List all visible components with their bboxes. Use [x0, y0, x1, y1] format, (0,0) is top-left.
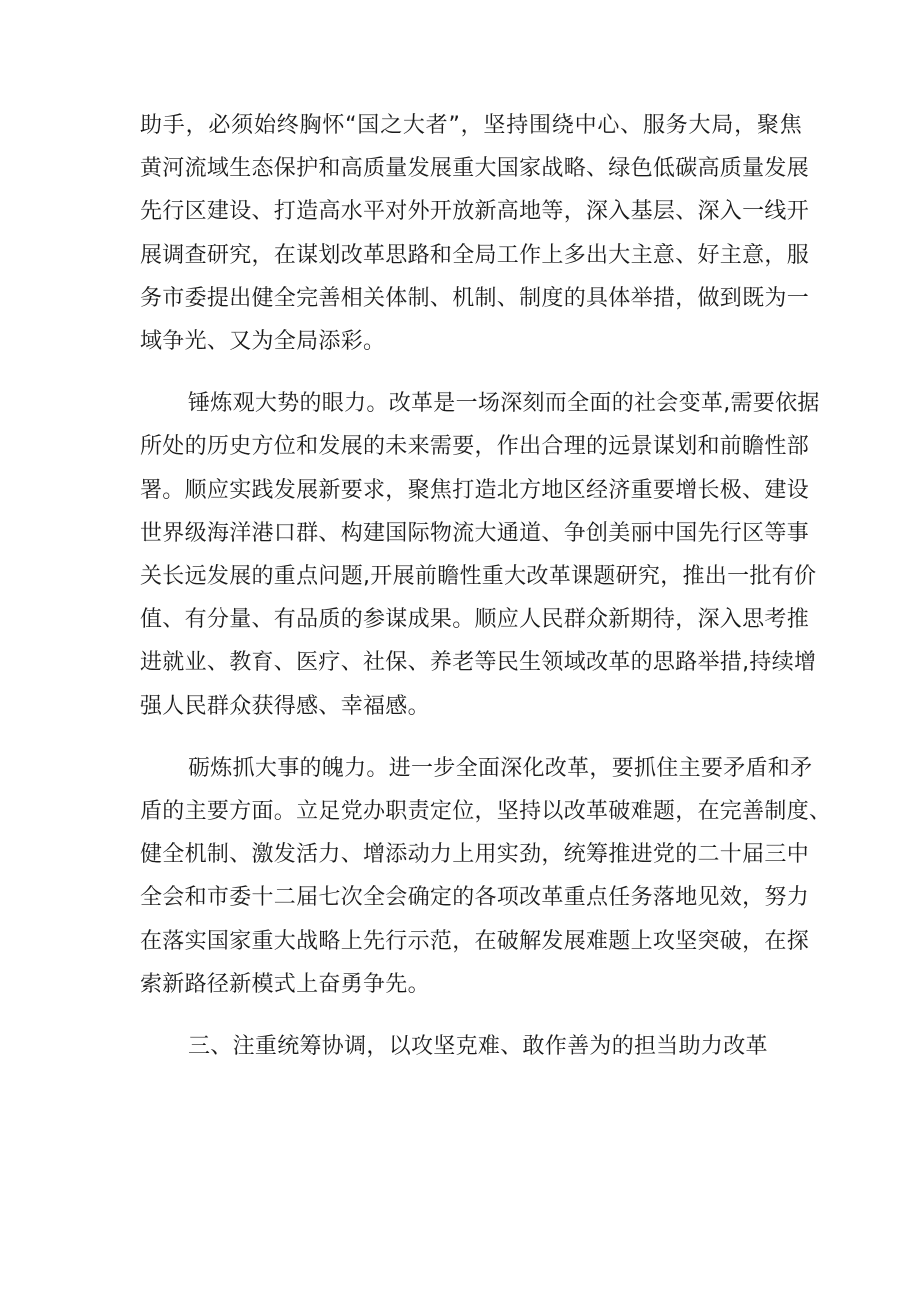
- text-line: 关长远发展的重点问题,开展前瞻性重大改革课题研究，推出一批有价: [140, 564, 817, 590]
- paragraph: [140, 104, 810, 363]
- text-line: 进就业、教育、医疗、社保、养老等民生领域改革的思路举措,持续增: [140, 650, 817, 676]
- text-line: 盾的主要方面。立足党办职责定位，坚持以改革破难题，在完善制度、: [140, 799, 832, 825]
- text-line: 务市委提出健全完善相关体制、机制、制度的具体举措，做到既为一: [140, 285, 810, 311]
- text-line: 所处的历史方位和发展的未来需要，作出合理的远景谋划和前瞻性部: [140, 434, 810, 460]
- text-line: 值、有分量、有品质的参谋成果。顺应人民群众新期待，深入思考推: [140, 607, 810, 633]
- document-body: [140, 104, 832, 1087]
- text-line: 三、注重统筹协调，以攻坚克难、敢作善为的担当助力改革: [188, 1034, 768, 1060]
- text-line: 域争光、又为全局添彩。: [140, 329, 386, 355]
- paragraph: [140, 382, 820, 728]
- text-line: 署。顺应实践发展新要求，聚焦打造北方地区经济重要增长极、建设: [140, 477, 810, 503]
- text-line: 黄河流域生态保护和高质量发展重大国家战略、绿色低碳高质量发展: [140, 156, 810, 182]
- text-line: 先行区建设、打造高水平对外开放新高地等，深入基层、深入一线开: [140, 199, 810, 225]
- text-line: 健全机制、激发活力、增添动力上用实劲，统筹推进党的二十届三中: [140, 842, 810, 868]
- text-line: 在落实国家重大战略上先行示范，在破解发展难题上攻坚突破，在探: [140, 928, 810, 954]
- text-line: 索新路径新模式上奋勇争先。: [140, 971, 430, 997]
- paragraph: [140, 1025, 802, 1068]
- text-line: 砺炼抓大事的魄力。进一步全面深化改革，要抓住主要矛盾和矛: [188, 755, 813, 781]
- text-line: 世界级海洋港口群、构建国际物流大通道、争创美丽中国先行区等事: [140, 520, 810, 546]
- text-line: 锤炼观大势的眼力。改革是一场深刻而全面的社会变革,需要依据: [188, 391, 820, 417]
- text-line: 全会和市委十二届七次全会确定的各项改革重点任务落地见效，努力: [140, 885, 810, 911]
- paragraph: [140, 747, 832, 1006]
- text-line: 助手，必须始终胸怀“国之大者”，坚持围绕中心、服务大局，聚焦: [140, 113, 802, 138]
- text-line: 展调查研究，在谋划改革思路和全局工作上多出大主意、好主意，服: [140, 242, 810, 268]
- text-line: 强人民群众获得感、幸福感。: [140, 693, 430, 719]
